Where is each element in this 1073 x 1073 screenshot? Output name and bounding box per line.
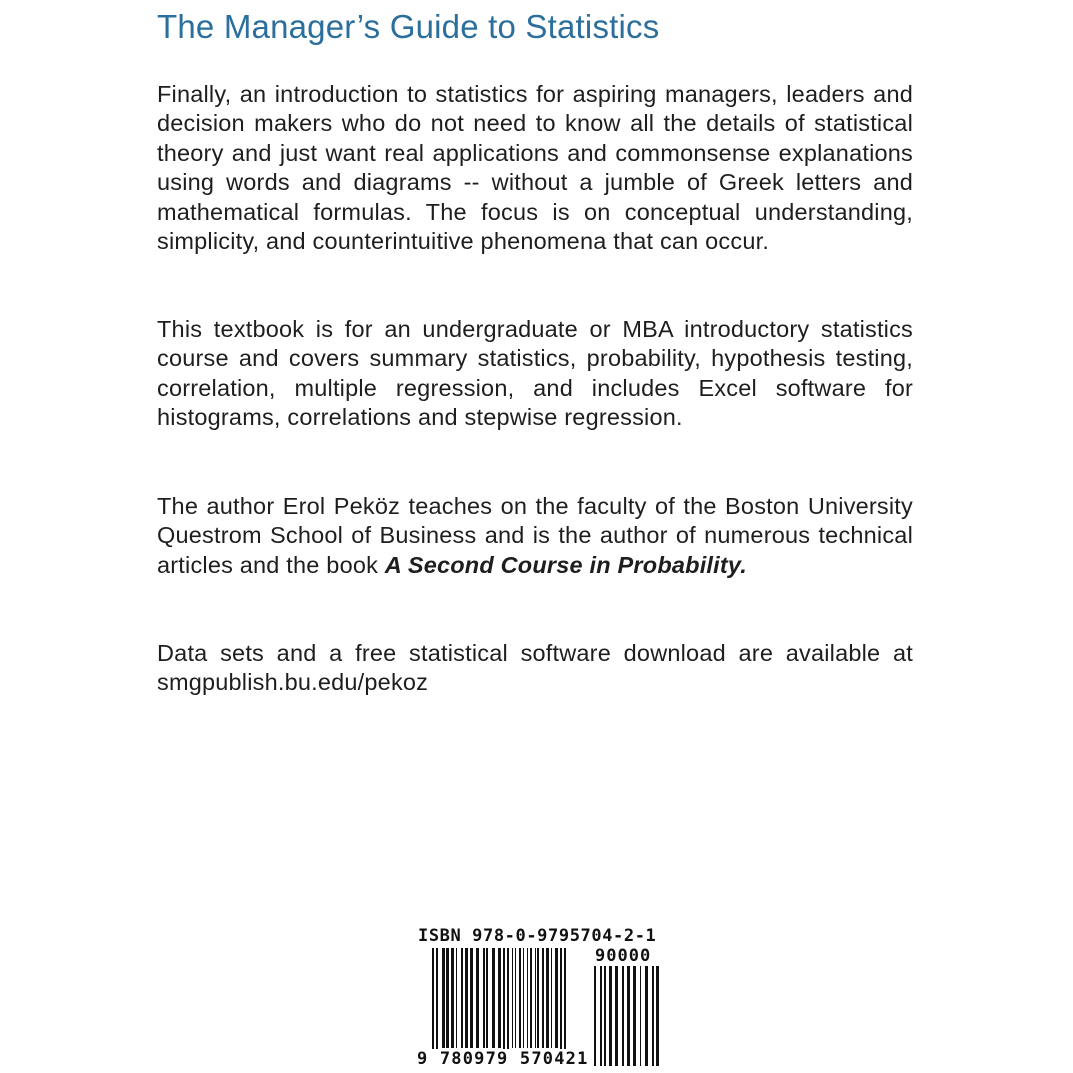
barcode-bar: [633, 966, 636, 1066]
isbn-label: ISBN 978-0-9795704-2-1: [418, 926, 657, 946]
author-paragraph: [157, 492, 913, 580]
barcode-bar: [609, 966, 612, 1066]
barcode-bar: [470, 948, 473, 1048]
barcode-bar: [542, 948, 544, 1048]
barcode-bar: [546, 948, 549, 1048]
ean-digits: 9 780979 570421: [417, 1049, 589, 1069]
barcode-bar: [594, 966, 596, 1066]
other-book-title: A Second Course in Probability.: [384, 551, 748, 578]
barcode-bar: [523, 948, 524, 1048]
price-code: 90000: [595, 946, 652, 966]
barcode-bar: [555, 948, 558, 1048]
barcode-bar: [652, 966, 654, 1066]
barcode-bar: [492, 948, 495, 1048]
description-paragraph: Finally, an introduction to statistics for aspiring managers, leaders and decision makers who do not need to know all the details of statistical theory and just want real applications and commonsense explanations using words and diagrams -- without a jumble of Greek letters and mathematical formulas. The focus is on conceptual understanding, simplicity, and counterintuitive phenomena that can occur.: [157, 81, 913, 255]
barcode-bar: [486, 948, 488, 1048]
barcode-bar: [451, 948, 454, 1048]
barcode-bar: [551, 948, 552, 1048]
barcode-bar: [465, 948, 468, 1048]
barcode-bar: [535, 948, 536, 1048]
barcode-bar: [645, 966, 648, 1066]
barcode-bar: [622, 966, 624, 1066]
audience-paragraph: This textbook is for an undergraduate or MBA introductory statistics course and covers summary statistics, probability, hypothesis testing, correlation, multiple regression, and includes Excel software for histograms, correlations and stepwise regression.: [157, 316, 913, 431]
barcode-bar: [512, 948, 513, 1048]
barcode-bar: [456, 948, 457, 1048]
barcode-bar: [530, 948, 532, 1048]
barcode-bar: [615, 966, 618, 1066]
author-bio-text: The author Erol Peköz teaches on the faculty of the Boston University Questrom School of Business and is the author of numerous technical articles and the book: [157, 493, 913, 578]
book-title: The Manager’s Guide to Statistics: [157, 8, 660, 45]
isbn-barcode: [412, 926, 668, 1072]
barcode-bar: [640, 966, 641, 1066]
barcode-bar: [442, 948, 445, 1048]
barcode-bar: [537, 948, 539, 1048]
barcode-bar: [515, 948, 516, 1048]
barcode-bar: [656, 966, 659, 1066]
barcode-bar: [498, 948, 501, 1048]
barcode-bar: [604, 966, 606, 1066]
barcode-bar: [627, 966, 630, 1066]
barcode-bar: [461, 948, 463, 1048]
barcode-bar: [446, 948, 449, 1048]
barcode-bar: [527, 948, 528, 1048]
barcode-bar: [483, 948, 485, 1048]
download-paragraph: Data sets and a free statistical software download are available at smgpublish.bu.edu/pekoz: [157, 640, 913, 696]
barcode-bar: [600, 966, 602, 1066]
barcode-bar: [476, 948, 479, 1048]
barcode-bar: [519, 948, 521, 1048]
